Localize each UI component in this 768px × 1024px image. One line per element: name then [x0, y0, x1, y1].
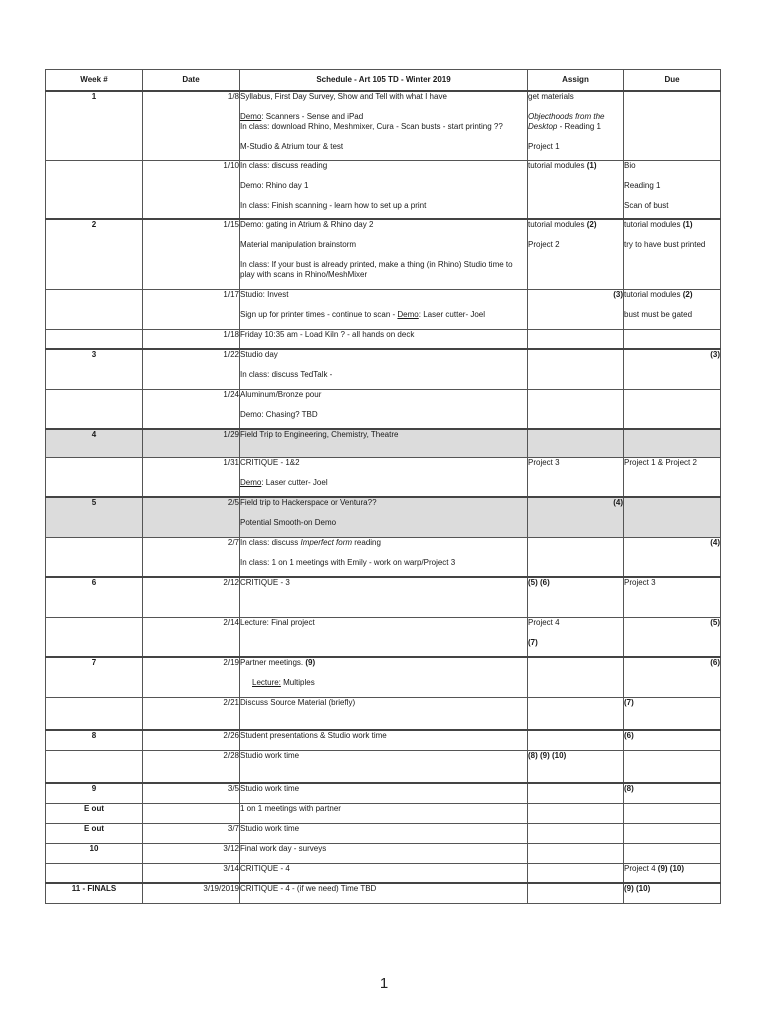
assign-cell	[528, 329, 624, 349]
date-cell: 3/14	[143, 863, 240, 883]
date-cell: 1/22	[143, 349, 240, 389]
schedule-cell: Field trip to Hackerspace or Ventura?? Potential Smooth-on Demo	[240, 497, 528, 537]
week-cell	[46, 537, 143, 577]
schedule-cell: CRITIQUE - 4	[240, 863, 528, 883]
assign-cell: Project 3	[528, 457, 624, 497]
date-cell: 3/7	[143, 823, 240, 843]
assign-cell: (3)	[528, 289, 624, 329]
table-row	[46, 823, 721, 843]
due-cell	[624, 429, 721, 457]
table-row	[46, 883, 721, 903]
due-cell	[624, 750, 721, 783]
schedule-cell: Final work day - surveys	[240, 843, 528, 863]
week-cell: 1	[46, 91, 143, 160]
week-cell: 4	[46, 429, 143, 457]
week-cell: 6	[46, 577, 143, 617]
schedule-cell: Studio work time	[240, 750, 528, 783]
due-cell: Project 3	[624, 577, 721, 617]
table-row	[46, 457, 721, 497]
date-cell: 1/17	[143, 289, 240, 329]
schedule-cell: In class: discuss reading Demo: Rhino day 1 In class: Finish scanning - learn how to set up a print	[240, 160, 528, 219]
date-cell: 3/12	[143, 843, 240, 863]
week-cell: 9	[46, 783, 143, 803]
week-cell: 11 - FINALS	[46, 883, 143, 903]
assign-cell: get materials Objecthoods from the Desktop - Reading 1 Project 1	[528, 91, 624, 160]
date-cell: 2/12	[143, 577, 240, 617]
schedule-cell: CRITIQUE - 4 - (if we need) Time TBD	[240, 883, 528, 903]
week-cell: E out	[46, 823, 143, 843]
assign-cell	[528, 537, 624, 577]
date-cell: 3/19/2019	[143, 883, 240, 903]
due-cell: (4)	[624, 537, 721, 577]
schedule-cell: Studio work time	[240, 783, 528, 803]
due-cell: (6)	[624, 730, 721, 750]
table-row	[46, 803, 721, 823]
table-row	[46, 91, 721, 160]
header-date: Date	[143, 70, 240, 92]
week-cell: 5	[46, 497, 143, 537]
table-row	[46, 863, 721, 883]
due-cell	[624, 497, 721, 537]
due-cell: (8)	[624, 783, 721, 803]
header-schedule: Schedule - Art 105 TD - Winter 2019	[240, 70, 528, 92]
week-cell	[46, 389, 143, 429]
assign-cell: (4)	[528, 497, 624, 537]
due-cell: Project 1 & Project 2	[624, 457, 721, 497]
page-number: 1	[379, 975, 389, 992]
table-row	[46, 289, 721, 329]
table-row	[46, 349, 721, 389]
schedule-cell: Discuss Source Material (briefly)	[240, 697, 528, 730]
schedule-cell: Studio work time	[240, 823, 528, 843]
date-cell: 1/10	[143, 160, 240, 219]
week-cell: 10	[46, 843, 143, 863]
week-cell	[46, 289, 143, 329]
schedule-text: M-Studio & Atrium tour & test	[240, 142, 344, 151]
schedule-text: In class: download Rhino, Meshmixer, Cura - Scan busts - start printing ??	[240, 122, 503, 131]
schedule-cell: Studio day In class: discuss TedTalk -	[240, 349, 528, 389]
table-row	[46, 429, 721, 457]
due-cell	[624, 803, 721, 823]
schedule-cell	[240, 91, 528, 160]
week-cell	[46, 329, 143, 349]
due-cell	[624, 91, 721, 160]
schedule-cell: Aluminum/Bronze pour Demo: Chasing? TBD	[240, 389, 528, 429]
schedule-cell: Field Trip to Engineering, Chemistry, Theatre	[240, 429, 528, 457]
assign-cell	[528, 803, 624, 823]
week-cell	[46, 457, 143, 497]
week-cell: E out	[46, 803, 143, 823]
week-cell: 3	[46, 349, 143, 389]
assign-cell	[528, 697, 624, 730]
table-row	[46, 219, 721, 289]
week-cell	[46, 617, 143, 657]
schedule-cell: In class: discuss Imperfect form reading In class: 1 on 1 meetings with Emily - work on warp/Project 3	[240, 537, 528, 577]
schedule-cell: Partner meetings. (9) Lecture: Multiples	[240, 657, 528, 697]
assign-cell	[528, 843, 624, 863]
assign-cell: tutorial modules (2) Project 2	[528, 219, 624, 289]
schedule-table	[45, 69, 721, 904]
date-cell: 3/5	[143, 783, 240, 803]
assign-cell: (8) (9) (10)	[528, 750, 624, 783]
date-cell	[143, 803, 240, 823]
week-cell	[46, 697, 143, 730]
table-row	[46, 389, 721, 429]
week-cell	[46, 750, 143, 783]
schedule-cell: 1 on 1 meetings with partner	[240, 803, 528, 823]
header-row	[46, 70, 721, 92]
date-cell: 2/26	[143, 730, 240, 750]
week-cell	[46, 863, 143, 883]
date-cell: 2/5	[143, 497, 240, 537]
due-cell: (5)	[624, 617, 721, 657]
due-cell	[624, 843, 721, 863]
date-cell: 1/29	[143, 429, 240, 457]
due-cell: (7)	[624, 697, 721, 730]
date-cell: 2/19	[143, 657, 240, 697]
table-row	[46, 783, 721, 803]
assign-cell	[528, 429, 624, 457]
schedule-cell: CRITIQUE - 1&2 Demo: Laser cutter- Joel	[240, 457, 528, 497]
table-row	[46, 329, 721, 349]
date-cell: 1/8	[143, 91, 240, 160]
schedule-text: Demo: Scanners - Sense and iPad	[240, 112, 364, 121]
due-cell: (6)	[624, 657, 721, 697]
assign-cell	[528, 783, 624, 803]
date-cell: 1/18	[143, 329, 240, 349]
due-cell: tutorial modules (1) try to have bust printed	[624, 219, 721, 289]
table-row	[46, 577, 721, 617]
table-row	[46, 697, 721, 730]
table-row	[46, 617, 721, 657]
schedule-cell: Demo: gating in Atrium & Rhino day 2 Material manipulation brainstorm In class: If your bust is already printed, make a thing (in Rhino) Studio time to play with scans in Rhino/MeshMixer	[240, 219, 528, 289]
due-cell	[624, 389, 721, 429]
assign-cell	[528, 883, 624, 903]
assign-cell	[528, 730, 624, 750]
week-cell: 8	[46, 730, 143, 750]
header-due: Due	[624, 70, 721, 92]
date-cell: 1/24	[143, 389, 240, 429]
due-cell: Bio Reading 1 Scan of bust	[624, 160, 721, 219]
table-row	[46, 843, 721, 863]
table-row	[46, 730, 721, 750]
week-cell	[46, 160, 143, 219]
date-cell: 2/14	[143, 617, 240, 657]
assign-cell	[528, 823, 624, 843]
assign-cell	[528, 349, 624, 389]
date-cell: 2/28	[143, 750, 240, 783]
schedule-cell: Friday 10:35 am - Load Kiln ? - all hands on deck	[240, 329, 528, 349]
schedule-cell: Studio: Invest Sign up for printer times - continue to scan - Demo: Laser cutter- Joel	[240, 289, 528, 329]
date-cell: 1/15	[143, 219, 240, 289]
header-week: Week #	[46, 70, 143, 92]
week-cell: 7	[46, 657, 143, 697]
assign-cell	[528, 863, 624, 883]
date-cell: 2/7	[143, 537, 240, 577]
assign-cell: tutorial modules (1)	[528, 160, 624, 219]
due-cell: tutorial modules (2) bust must be gated	[624, 289, 721, 329]
assign-cell: Project 4 (7)	[528, 617, 624, 657]
assign-cell: (5) (6)	[528, 577, 624, 617]
due-cell	[624, 329, 721, 349]
table-row	[46, 160, 721, 219]
assign-cell	[528, 657, 624, 697]
schedule-cell: Student presentations & Studio work time	[240, 730, 528, 750]
assign-cell	[528, 389, 624, 429]
table-row	[46, 497, 721, 537]
schedule-text: Syllabus, First Day Survey, Show and Tell with what I have	[240, 92, 447, 101]
table-row	[46, 657, 721, 697]
due-cell: (3)	[624, 349, 721, 389]
date-cell: 2/21	[143, 697, 240, 730]
schedule-cell: CRITIQUE - 3	[240, 577, 528, 617]
week-cell: 2	[46, 219, 143, 289]
due-cell: Project 4 (9) (10)	[624, 863, 721, 883]
date-cell: 1/31	[143, 457, 240, 497]
due-cell	[624, 823, 721, 843]
due-cell: (9) (10)	[624, 883, 721, 903]
table-row	[46, 750, 721, 783]
schedule-cell: Lecture: Final project	[240, 617, 528, 657]
header-assign: Assign	[528, 70, 624, 92]
table-row	[46, 537, 721, 577]
